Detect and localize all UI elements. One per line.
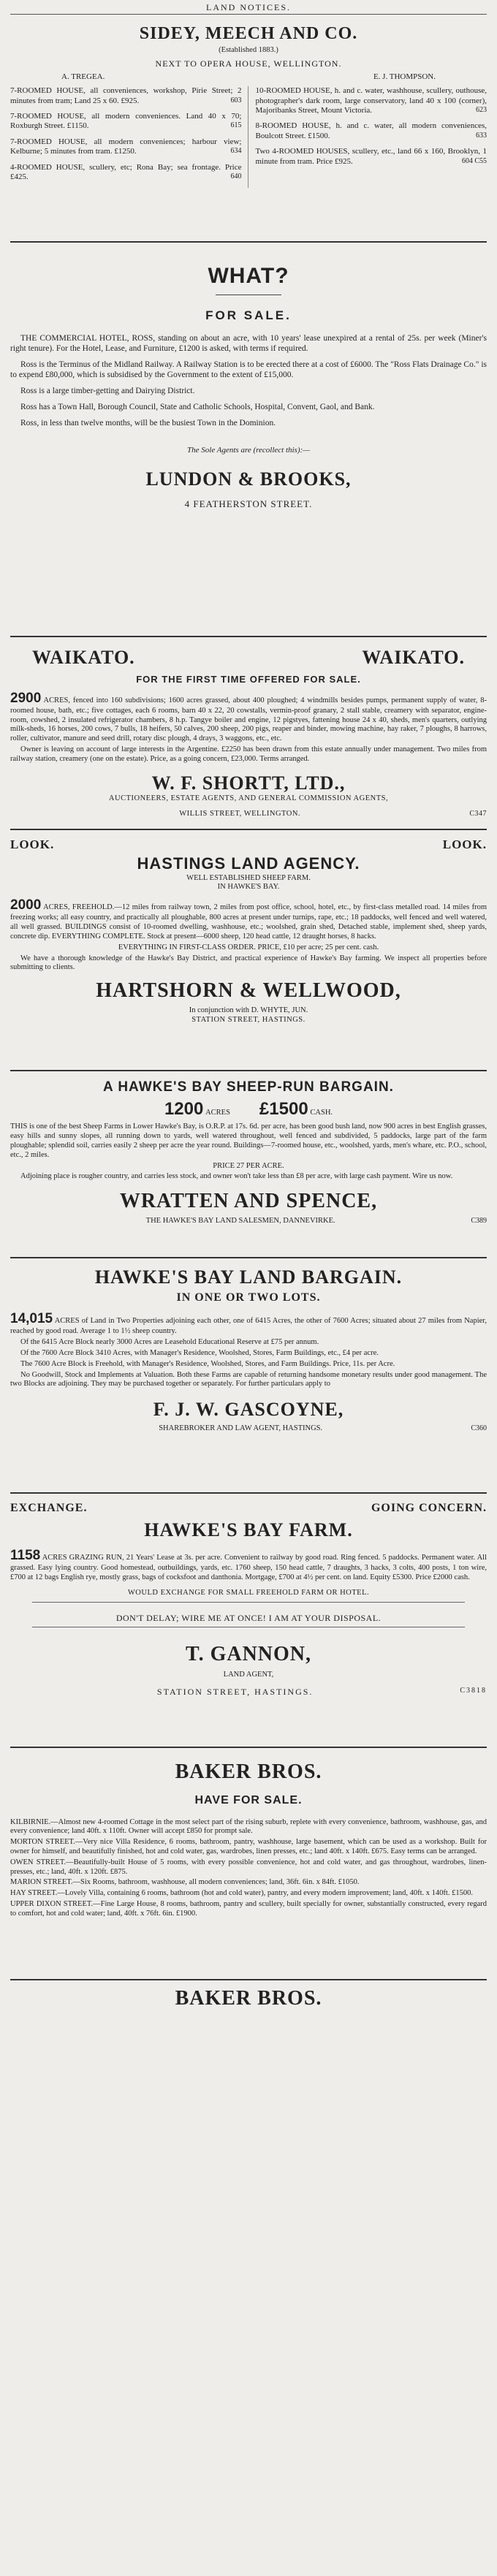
ad-waikato-shortt	[10, 637, 487, 830]
firm-address: STATION STREET, HASTINGS. C3818	[156, 1687, 487, 1698]
dont-delay-line: DON'T DELAY; WIRE ME AT ONCE! I AM AT YOUR DISPOSAL.	[115, 1612, 382, 1623]
paragraph: Ross is a large timber-getting and Dairying District.	[20, 387, 195, 396]
title: HAWKE'S BAY LAND BARGAIN.	[94, 1266, 403, 1288]
listing-item: 7-ROOMED HOUSE, all conveniences, workshop, Pirie Street; 2 minutes from tram; Land 25 x 60. £925. 603	[10, 86, 242, 105]
firm-name: T. GANNON,	[185, 1643, 312, 1666]
for-sale-heading: FOR SALE.	[205, 308, 292, 322]
firm-name: HARTSHORN & WELLWOOD,	[96, 979, 401, 1003]
listing-item: HAY STREET.—Lovely Villa, containing 6 rooms, bathroom (hot and cold water), pantry, and every modern improvement; land, 40ft. x 140ft. £1500.	[10, 1889, 473, 1898]
firm-subtitle: In conjunction with D. WHYTE, JUN.	[189, 1006, 308, 1015]
listing-item: MORTON STREET.—Very nice Villa Residence, 6 rooms, bathroom, pantry, washhouse, large basement, which can be used as a workshop. Built for owner for himself, and beautifully finished, hot and cold water, gas, wardrobes, linen presses, etc.; land 40ft. x 140ft. £675. Easy terms can be arranged.	[10, 1838, 487, 1856]
listing-item: MARION STREET.—Six Rooms, bathroom, washhouse, all modern conveniences; land, 36ft. 6in. x 84ft. £1050.	[10, 1878, 360, 1887]
listing-item: Two 4-ROOMED HOUSES, scullery, etc., land 66 x 160, Brooklyn, 1 minute from tram. Price £925. 604 C55	[255, 147, 487, 166]
subtitle: IN ONE OR TWO LOTS.	[176, 1291, 321, 1304]
ad-hastings-land-agency	[10, 830, 487, 1071]
look-right: LOOK.	[442, 837, 487, 851]
firm-subtitle: AUCTIONEERS, ESTATE AGENTS, AND GENERAL COMMISSION AGENTS,	[108, 794, 389, 803]
firm-name: W. F. SHORTT, LTD.,	[151, 772, 346, 794]
listing-item: 7-ROOMED HOUSE, all modern conveniences. Land 40 x 70; Roxburgh Street. £1150. 615	[10, 111, 242, 131]
listing-column-right	[256, 86, 487, 188]
firm-address: STATION STREET, HASTINGS.	[191, 1016, 306, 1025]
listing-item: KILBIRNIE.—Almost new 4-roomed Cottage in the most select part of the rising suburb, replete with every convenience, bathroom, washhouse, gas, and every convenience; land 40ft. x 110ft. Owner will accept £850 for prompt sale.	[10, 1817, 487, 1836]
firm-address: 4 FEATHERSTON STREET.	[184, 498, 313, 509]
listing-item: 7-ROOMED HOUSE, all modern conveniences; harbour view; Kelburne; 5 minutes from tram. £1250. 634	[10, 137, 242, 156]
body-text: The 7600 Acre Block is Freehold, with Manager's Residence, Woolshed, Stores, and Farm Buildings. Price, 11s. per Acre.	[20, 1359, 395, 1368]
firm-name: LUNDON & BROOKS,	[145, 468, 352, 490]
headline-what: WHAT?	[208, 264, 289, 288]
body-text: Of the 6415 Acre Block nearly 3000 Acres are Leasehold Educational Reserve at £75 per annum.	[20, 1338, 319, 1347]
ad-baker-bros	[10, 1748, 487, 1979]
listing-item: 4-ROOMED HOUSE, scullery, etc; Rona Bay; sea frontage. Price £425. 640	[10, 162, 242, 181]
body-text: No Goodwill, Stock and Implements at Valuation. Both these Farms are capable of returning handsome monetary results under good management. The two Blocks are adjoining. They may be purchased together or separately. For further particulars apply to	[10, 1370, 487, 1388]
title-left: WAIKATO.	[32, 647, 135, 668]
firm-subtitle: SHAREBROKER AND LAW AGENT, HASTINGS. C360	[159, 1424, 487, 1432]
ad-wratten-spence	[10, 1071, 487, 1258]
listing-item: 10-ROOMED HOUSE, h. and c. water, washhouse, scullery, outhouse, photographer's dark room, large conservatory, land 40 x 100 (corner), Majoribanks Street, Mount Victoria. 623	[255, 86, 487, 115]
body-text: Of the 7600 Acre Block 3410 Acres, with Manager's Residence, Woolshed, Stores, Farm Buildings, etc., £4 per acre.	[20, 1349, 379, 1357]
going-concern-tag: GOING CONCERN.	[371, 1502, 487, 1514]
paragraph: THE COMMERCIAL HOTEL, ROSS, standing on about an acre, with 10 years' lease unexpired at a rental of 25s. per week (Miner's right tenure). For the Hotel, Lease, and Furniture, £1200 is asked, with terms if required.	[10, 334, 487, 354]
firm-name: F. J. W. GASCOYNE,	[153, 1399, 344, 1421]
partner-left: A. TREGEA.	[61, 72, 105, 81]
listing-column-left	[10, 86, 248, 188]
look-left: LOOK.	[10, 837, 55, 851]
body-text: Owner is leaving on account of large interests in the Argentine. £2250 has been drawn from this estate annually under management. Two miles from railway station, creamery (one on the estate). Price, as a going concern, £23,000. Terms arranged.	[10, 745, 487, 763]
footer-firm-name: BAKER BROS.	[175, 1987, 322, 2010]
firm-subtitle: LAND AGENT,	[223, 1670, 274, 1679]
exchange-tag: EXCHANGE.	[10, 1502, 88, 1514]
listing-item: OWEN STREET.—Beautifully-built House of 5 rooms, with every possible convenience, hot and cold water, and gas throughout, wardrobes, linen-presses, etc.; land, 40ft. x 120ft. £875.	[10, 1858, 487, 1876]
ad-gannon	[10, 1494, 487, 1748]
title-right: WAIKATO.	[362, 647, 465, 668]
acres-figure: 1200 ACRES	[164, 1099, 230, 1120]
body-text: 1158 ACRES GRAZING RUN, 21 Years' Lease at 3s. per acre. Convenient to railway by good road. Ring fenced. 5 paddocks. Permanent water. All grassed. Easy lying country. Good homestead, outbuildings, yards, etc. 1760 sheep, 150 head cattle, 7 draughts, 3 hacks, 3 colts, 400 posts, 1 ton wire, £700 at 12 bags English rye, mostly grass, bags of cocksfoot and danthonia. Mortgage, £700 at 4½ per cent. on land. Equity £5300. Price £2000 cash.	[10, 1548, 487, 1582]
title: A HAWKE'S BAY SHEEP-RUN BARGAIN.	[103, 1079, 394, 1095]
body-text: We have a thorough knowledge of the Hawke's Bay District, and practical experience of Hawke's Bay farming. We inspect all properties before submitting to clients.	[10, 954, 487, 972]
ad-gascoyne	[10, 1258, 487, 1494]
subtitle: HAVE FOR SALE.	[194, 1794, 303, 1807]
established-line: (Established 1883.)	[219, 46, 278, 55]
subtitle: IN HAWKE'S BAY.	[217, 883, 280, 892]
ad-sidey-meech	[10, 15, 487, 243]
partner-right: E. J. THOMPSON.	[373, 72, 436, 81]
paragraph: Ross, in less than twelve months, will be the busiest Town in the Dominion.	[20, 419, 276, 428]
firm-name: SIDEY, MEECH AND CO.	[139, 24, 358, 43]
paragraph: Ross is the Terminus of the Midland Railway. A Railway Station is to be erected there at a cost of £6000. The "Ross Flats Drainage Co." is to expend £80,000, which is subsidised by the Government to the extent of £15,000.	[10, 360, 487, 380]
headline: FOR THE FIRST TIME OFFERED FOR SALE.	[136, 673, 361, 685]
listing-item: UPPER DIXON STREET.—Fine Large House, 8 rooms, bathroom, pantry and scullery, built specially for owner, substantially constructed, every regard to comfort, hot and cold water; land, 40ft. x 76ft. 6in. £1900.	[10, 1900, 487, 1918]
listing-item: 8-ROOMED HOUSE, h. and c. water, all modern conveniences, Boulcott Street. £1500. 633	[255, 121, 487, 140]
title: HAWKE'S BAY FARM.	[144, 1519, 353, 1540]
firm-address: WILLIS STREET, WELLINGTON. C347	[179, 810, 487, 818]
body-text: Adjoining place is rougher country, and carries less stock, and owner won't take less than £8 per acre, with large cash payment. Wire us now.	[20, 1172, 453, 1181]
body-text: 2900 ACRES, fenced into 160 subdivisions; 1600 acres grassed, about 400 ploughed; 4 windmills besides pumps, permanent supply of water, 8-roomed house, bath, etc.; five cottages, each 6 rooms, barn 40 x 22, 20 cowstalls, vermin-proof granary, 2 stall stable, creamery with separator, engine-room, cowshed, 2 insulated refrigerator chambers, 8 h.p. Tangye boiler and engine, 12 pigstyes, fattening house 24 x 40, sheds, men's quarters, outlying milk-sheds, 16 horses, 200 cows, 7 bulls, 18 heifers, 50 calves, 200 sheep, 200 pigs, reaper and binder, mowing machine, hay raker, 7 ploughs, 8 harrows, roller, cultivator, manure and seed drill, rotary disc plough, 4 drays, 3 waggons, etc., etc.	[10, 690, 487, 743]
subtitle: WELL ESTABLISHED SHEEP FARM.	[186, 873, 311, 882]
body-text: 2000 ACRES, FREEHOLD.—12 miles from railway town, 2 miles from post office, school, hotel, etc., by first-class metalled road. 14 miles from freezing works; all easy country, and practically all ploughable, 800 acres at present under turnips, rape, etc.; 18 paddocks, well fenced and well watered, all well grassed. BUILDINGS consist of 10-roomed dwelling, washhouse, etc.; woolshed, grain shed, Detached stable, implement shed, sheep yards, concrete dip. EVERYTHING COMPLETE. Stock at present—6000 sheep, 120 head cattle, 12 draught horses, 8 hacks.	[10, 897, 487, 941]
paragraph: Ross has a Town Hall, Borough Council, State and Catholic Schools, Hospital, Convent, Gaol, and Bank.	[20, 403, 375, 412]
firm-subtitle: THE HAWKE'S BAY LAND SALESMEN, DANNEVIRKE. C389	[145, 1217, 487, 1226]
firm-address: NEXT TO OPERA HOUSE, WELLINGTON.	[155, 58, 342, 69]
price-line: EVERYTHING IN FIRST-CLASS ORDER. PRICE, £10 per acre; 25 per cent. cash.	[118, 943, 379, 951]
price-figure: £1500 CASH.	[259, 1099, 333, 1120]
title: HASTINGS LAND AGENCY.	[137, 854, 360, 873]
firm-name: WRATTEN AND SPENCE,	[119, 1190, 378, 1213]
running-head: LAND NOTICES.	[10, 0, 487, 15]
agents-note: The Sole Agents are (recollect this):—	[187, 446, 310, 455]
body-text: 14,015 ACRES of Land in Two Properties adjoining each other, one of 6415 Acres, the other of 7600 Acres; situated about 27 miles from Napier, reached by good road. Average 1 to 1½ sheep country.	[10, 1311, 487, 1336]
firm-name: BAKER BROS.	[175, 1760, 322, 1783]
ad-lundon-brooks	[10, 243, 487, 637]
exchange-line: WOULD EXCHANGE FOR SMALL FREEHOLD FARM OR HOTEL.	[127, 1589, 370, 1597]
price-line: PRICE 27 PER ACRE.	[213, 1161, 284, 1170]
body-text: THIS is one of the best Sheep Farms in Lower Hawke's Bay, is O.R.P. at 17s. 6d. per acre, has been good bush land, now 900 acres in best English grasses, easy hills and sunny slopes, all running down to yards, well watered throughout, well fenced and subdivided, 5 paddocks, large part of the farm ploughable; splendid soil, carries easily 2 sheep per acre the year round. Buildings—7-roomed house, etc., woolshed, yards, men's whare, etc. P.O., school, etc., 2 miles.	[10, 1122, 487, 1159]
